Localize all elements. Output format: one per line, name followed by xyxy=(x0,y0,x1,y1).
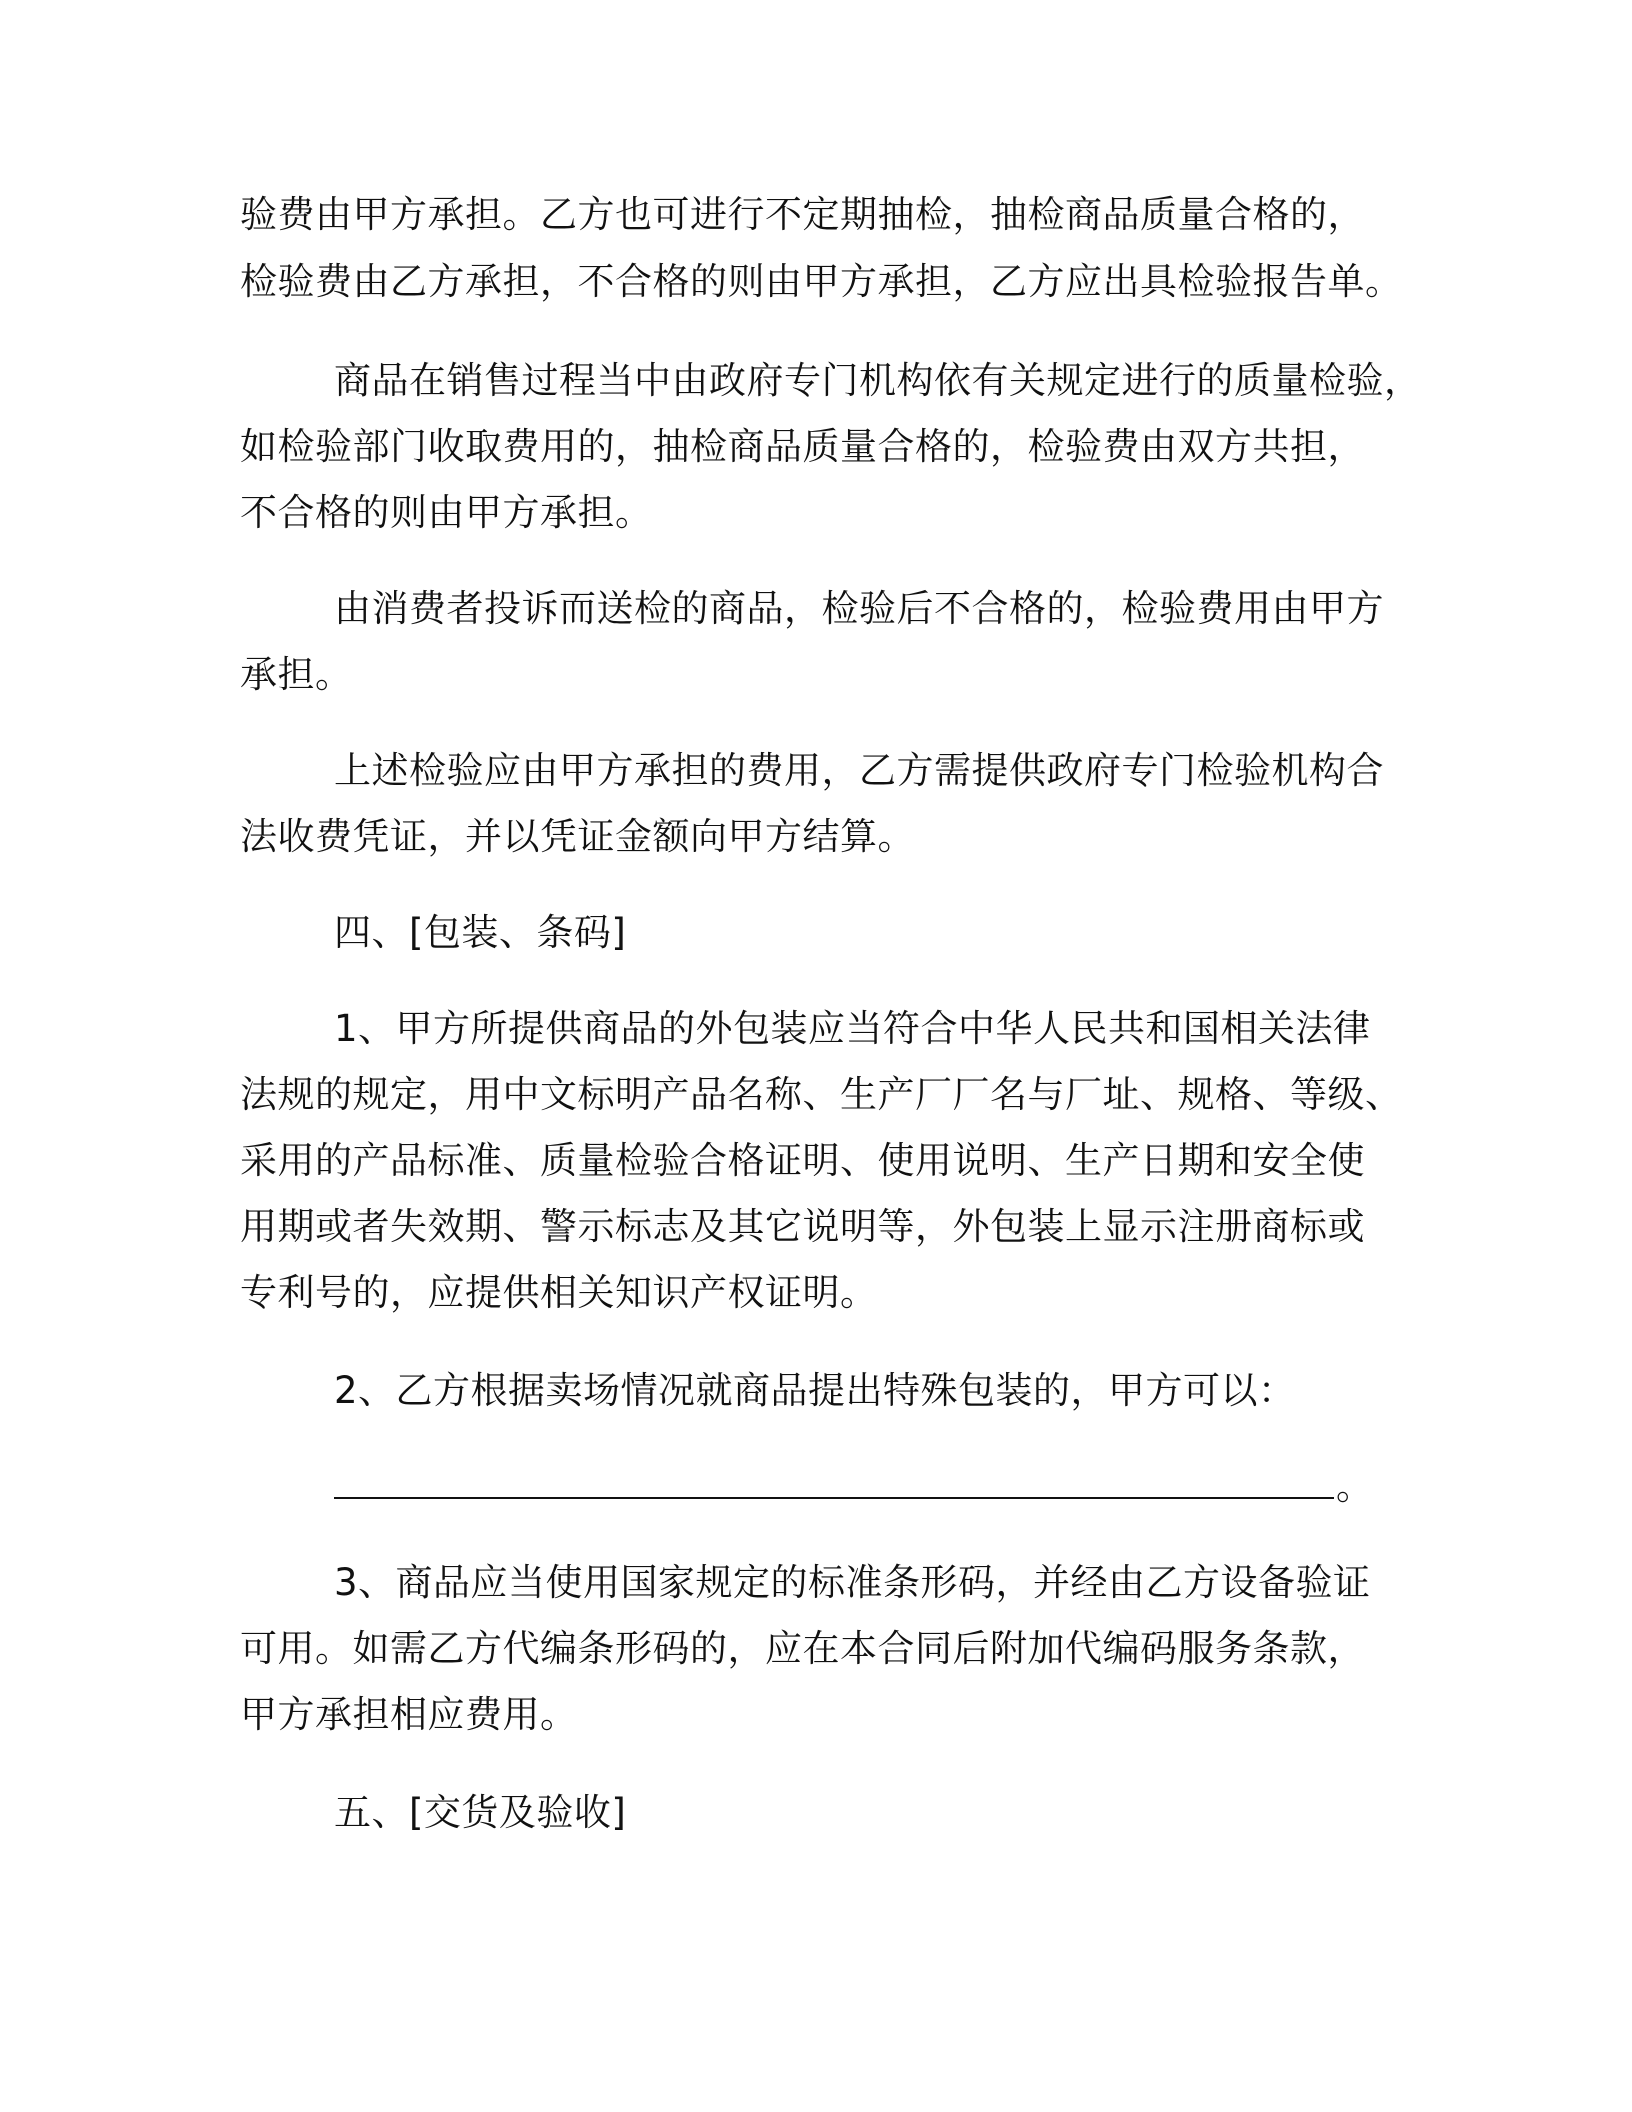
section-heading: 四、[包装、条码] xyxy=(334,911,627,954)
paragraph-line: 不合格的则由甲方承担。 xyxy=(240,491,653,534)
paragraph-line: 可用。如需乙方代编条形码的，应在本合同后附加代编码服务条款， xyxy=(240,1627,1365,1670)
paragraph-line: 3、商品应当使用国家规定的标准条形码，并经由乙方设备验证 xyxy=(334,1561,1371,1604)
paragraph-line: 用期或者失效期、警示标志及其它说明等，外包装上显示注册商标或 xyxy=(240,1205,1365,1248)
paragraph-line: 如检验部门收取费用的，抽检商品质量合格的，检验费由双方共担， xyxy=(240,425,1365,468)
paragraph-line: 甲方承担相应费用。 xyxy=(240,1693,578,1736)
paragraph-line: 上述检验应由甲方承担的费用，乙方需提供政府专门检验机构合 xyxy=(334,749,1384,792)
paragraph-line: 由消费者投诉而送检的商品，检验后不合格的，检验费用由甲方 xyxy=(334,587,1384,630)
fill-in-blank xyxy=(334,1453,1374,1520)
paragraph-line: 1、甲方所提供商品的外包装应当符合中华人民共和国相关法律 xyxy=(334,1007,1371,1050)
section-heading: 五、[交货及验收] xyxy=(334,1791,627,1834)
paragraph-line: 商品在销售过程当中由政府专门机构依有关规定进行的质量检验， xyxy=(334,359,1422,402)
paragraph-line: 专利号的，应提供相关知识产权证明。 xyxy=(240,1271,878,1314)
paragraph-line: 检验费由乙方承担，不合格的则由甲方承担，乙方应出具检验报告单。 xyxy=(240,260,1403,303)
blank-underline xyxy=(334,1457,1334,1499)
paragraph-line: 2、乙方根据卖场情况就商品提出特殊包装的，甲方可以： xyxy=(334,1369,1296,1412)
blank-end-mark: 。 xyxy=(1336,1465,1374,1508)
paragraph-line: 验费由甲方承担。乙方也可进行不定期抽检，抽检商品质量合格的， xyxy=(240,193,1365,236)
paragraph-line: 采用的产品标准、质量检验合格证明、使用说明、生产日期和安全使 xyxy=(240,1139,1365,1182)
paragraph-line: 法规的规定，用中文标明产品名称、生产厂厂名与厂址、规格、等级、 xyxy=(240,1073,1403,1116)
paragraph-line: 法收费凭证，并以凭证金额向甲方结算。 xyxy=(240,815,915,858)
paragraph-line: 承担。 xyxy=(240,653,353,696)
